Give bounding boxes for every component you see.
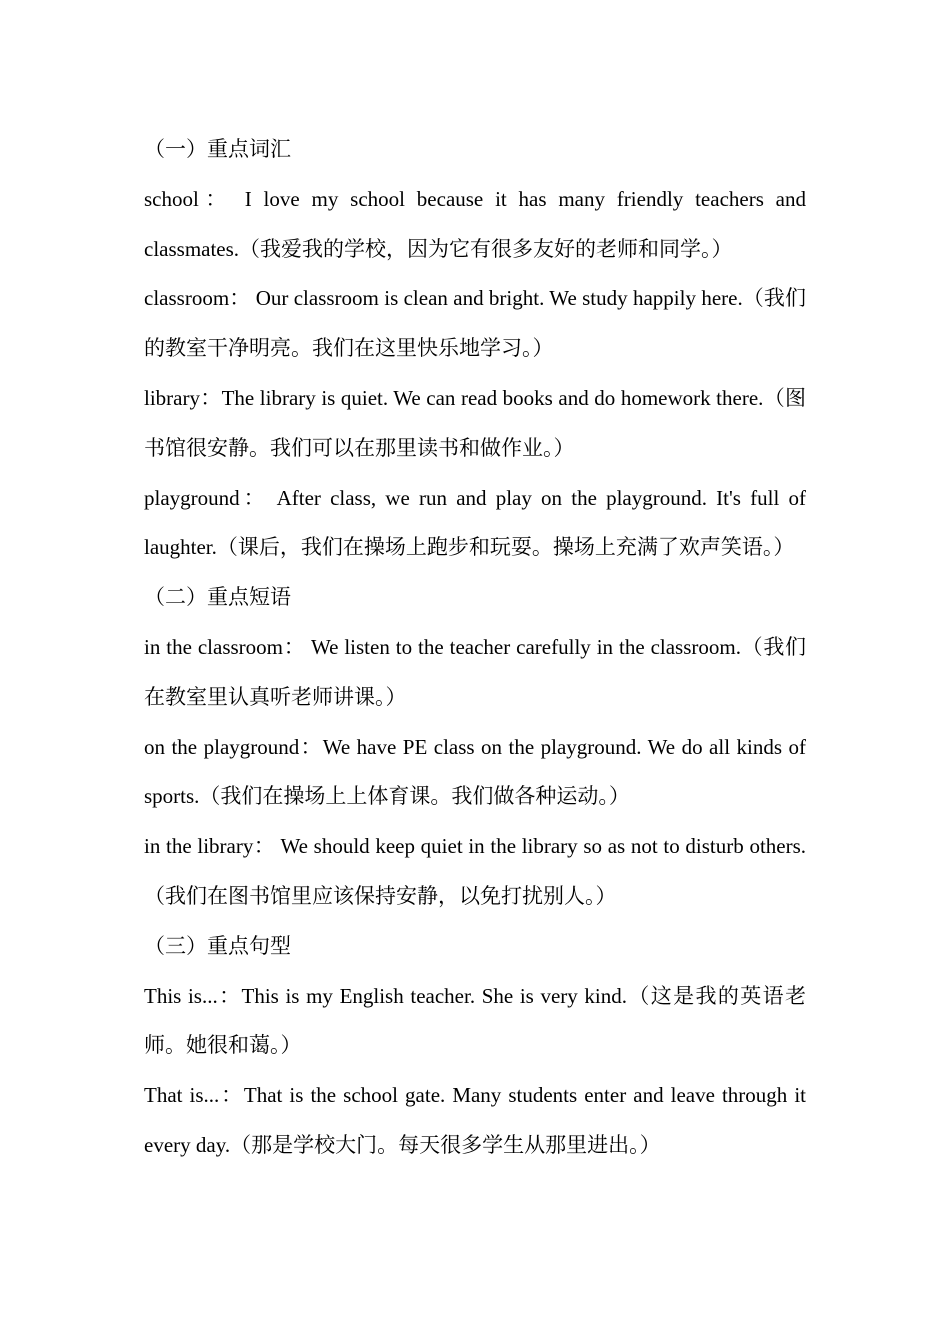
entry-text: The library is quiet. We can read books and do homework there.（图书馆很安静。我们可以在那里读书和做作业。）	[144, 385, 806, 460]
entry-text: We should keep quiet in the library so as not to disturb others.（我们在图书馆里应该保持安静，以免打扰别人。）	[144, 834, 807, 908]
entry-term: library	[144, 385, 200, 410]
section-heading-phrases: （二）重点短语	[144, 585, 291, 610]
entry-term: classroom	[144, 286, 230, 311]
entry-in-the-library	[144, 822, 806, 922]
entry-separator: ：	[283, 634, 306, 659]
entry-text: That is the school gate. Many students enter and leave through it every day.（那是学校大门。每天很多学生从那里进出。）	[144, 1083, 806, 1157]
entry-term: playground	[144, 485, 240, 510]
entry-separator: ：	[199, 385, 222, 410]
entry-term: This is...	[144, 983, 218, 1008]
entry-text: Our classroom is clean and bright. We study happily here.（我们的教室干净明亮。我们在这里快乐地学习。）	[144, 286, 807, 361]
entry-text: I love my school because it has many friendly teachers and classmates.（我爱我的学校，因为它有很多友好的老师和同学。）	[144, 186, 807, 261]
entry-separator: ：	[217, 983, 242, 1008]
section-heading-vocabulary: （一）重点词汇	[144, 137, 291, 161]
entry-on-the-playground	[144, 723, 806, 823]
entry-text: We listen to the teacher carefully in the classroom.（我们在教室里认真听老师讲课。）	[144, 634, 807, 709]
entry-classroom	[144, 274, 806, 374]
entry-separator: ：	[253, 834, 276, 859]
entry-school	[144, 175, 806, 275]
entry-playground	[144, 474, 806, 574]
entry-separator: ：	[219, 1083, 244, 1108]
entry-term: school	[144, 186, 199, 211]
document-body	[144, 125, 806, 1171]
section-heading-sentence-patterns: （三）重点句型	[144, 933, 291, 958]
entry-term: in the classroom	[144, 634, 284, 659]
entry-term: in the library	[144, 834, 254, 859]
entry-text: We have PE class on the playground. We do all kinds of sports.（我们在操场上上体育课。我们做各种运动。）	[144, 734, 806, 809]
entry-text: This is my English teacher. She is very kind.（这是我的英语老师。她很和蔼。）	[144, 983, 807, 1058]
entry-separator: ：	[239, 485, 269, 510]
entry-separator: ：	[198, 186, 233, 211]
entry-text: After class, we run and play on the playground. It's full of laughter.（课后，我们在操场上跑步和玩耍。操场上充满了欢声笑语。）	[144, 485, 807, 560]
entry-library	[144, 374, 806, 474]
entry-separator: ：	[299, 734, 323, 759]
entry-that-is	[144, 1071, 806, 1171]
entry-this-is	[144, 972, 806, 1072]
entry-separator: ：	[229, 286, 251, 311]
entry-term: That is...	[144, 1083, 220, 1108]
entry-term: on the playground	[144, 734, 300, 759]
entry-in-the-classroom	[144, 623, 806, 723]
